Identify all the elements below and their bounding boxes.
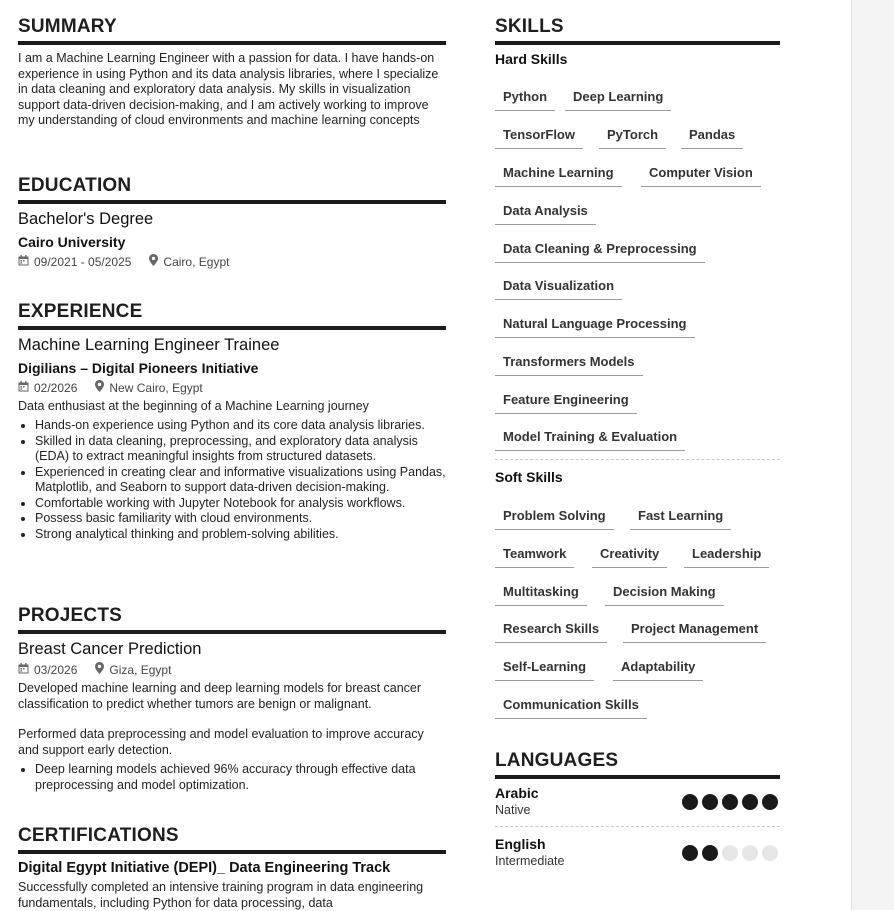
- divider: [495, 826, 780, 827]
- languages-heading: LANGUAGES: [495, 750, 780, 779]
- skill-tag: Creativity: [592, 546, 667, 568]
- skill-tag: Decision Making: [605, 584, 724, 606]
- rating-dot: [722, 845, 738, 861]
- skill-tag: Project Management: [623, 621, 766, 643]
- skill-tag: Computer Vision: [641, 165, 761, 187]
- language-name: English: [495, 836, 546, 852]
- skill-tag: Communication Skills: [495, 697, 647, 719]
- language-rating: [682, 845, 778, 861]
- language-level: Intermediate: [495, 854, 565, 868]
- calendar-icon: [18, 662, 34, 678]
- skill-tag: TensorFlow: [495, 127, 583, 149]
- skill-tag: Multitasking: [495, 584, 587, 606]
- education-location: Cairo, Egypt: [163, 255, 230, 269]
- experience-location: New Cairo, Egypt: [109, 381, 203, 395]
- skill-tag: Transformers Models: [495, 354, 643, 376]
- skill-tag: Fast Learning: [630, 508, 731, 530]
- rating-dot: [682, 794, 698, 810]
- list-item: • Possess basic familiarity with cloud environments.: [35, 511, 446, 527]
- page-margin-panel: [851, 0, 894, 910]
- education-school: Cairo University: [18, 234, 126, 250]
- skills-heading: SKILLS: [495, 16, 780, 45]
- skill-tag: Pandas: [681, 127, 743, 149]
- experience-intro: Data enthusiast at the beginning of a Machine Learning journey: [18, 399, 369, 413]
- certification-text: Successfully completed an intensive training program in data engineering fundamentals, including Python for data processing, data: [18, 880, 424, 910]
- skill-tag: Deep Learning: [565, 89, 671, 111]
- skill-tag: Leadership: [684, 546, 769, 568]
- experience-heading: EXPERIENCE: [18, 301, 446, 330]
- rating-dot: [702, 794, 718, 810]
- summary-text: I am a Machine Learning Engineer with a passion for data. I have hands-on experience in using Python and its data analysis libraries, where I specialize in data cleaning and exploratory data analysis. My skills in visualization support data-driven decision-making, and I am actively working to improve my understanding of cloud environments and machine learning concepts: [18, 51, 439, 127]
- language-name: Arabic: [495, 785, 539, 801]
- certifications-heading: CERTIFICATIONS: [18, 825, 446, 854]
- rating-dot: [762, 794, 778, 810]
- language-rating: [682, 794, 778, 810]
- summary-heading: SUMMARY: [18, 16, 446, 45]
- rating-dot: [742, 845, 758, 861]
- calendar-icon: [18, 254, 34, 270]
- experience-date: 02/2026: [34, 381, 78, 395]
- education-meta: [18, 254, 229, 270]
- rating-dot: [722, 794, 738, 810]
- project-paragraph-2: Performed data preprocessing and model evaluation to improve accuracy and support early detection.: [18, 727, 424, 757]
- list-item: • Skilled in data cleaning, preprocessing, and exploratory data analysis (EDA) to extract meaningful insights from structured datasets.: [35, 434, 446, 465]
- skill-tag: Problem Solving: [495, 508, 614, 530]
- project-title: Breast Cancer Prediction: [18, 640, 202, 658]
- map-pin-icon: [149, 254, 163, 270]
- list-item: • Deep learning models achieved 96% accuracy through effective data preprocessing and model optimization.: [35, 762, 446, 793]
- calendar-icon: [18, 380, 34, 396]
- list-item: • Hands-on experience using Python and its core data analysis libraries.: [35, 418, 446, 434]
- list-item: • Strong analytical thinking and problem-solving abilities.: [35, 527, 446, 543]
- skill-tag: Research Skills: [495, 621, 607, 643]
- skill-tag: Adaptability: [613, 659, 703, 681]
- certification-title: Digital Egypt Initiative (DEPI)_ Data Engineering Track: [18, 860, 391, 876]
- project-meta: [18, 662, 171, 678]
- experience-org: Digilians – Digital Pioneers Initiative: [18, 360, 259, 376]
- experience-meta: [18, 380, 203, 396]
- skill-tag: Natural Language Processing: [495, 316, 695, 338]
- project-bullets: [18, 762, 446, 793]
- project-location: Giza, Egypt: [109, 663, 172, 677]
- skill-tag: Self-Learning: [495, 659, 594, 681]
- skill-tag: Python: [495, 89, 555, 111]
- skill-tag: Teamwork: [495, 546, 574, 568]
- language-level: Native: [495, 803, 531, 817]
- map-pin-icon: [95, 662, 109, 678]
- education-heading: EDUCATION: [18, 175, 446, 204]
- skill-tag: Feature Engineering: [495, 392, 637, 414]
- experience-bullets: [18, 418, 446, 542]
- skill-tag: Data Cleaning & Preprocessing: [495, 241, 705, 263]
- project-paragraph-1: Developed machine learning and deep learning models for breast cancer classification to predict whether tumors are benign or malignant.: [18, 681, 422, 711]
- divider: [495, 459, 780, 460]
- skill-tag: Data Visualization: [495, 278, 622, 300]
- rating-dot: [702, 845, 718, 861]
- map-pin-icon: [95, 380, 109, 396]
- skill-tag: Model Training & Evaluation: [495, 429, 685, 451]
- education-degree: Bachelor's Degree: [18, 210, 154, 228]
- soft-skills-heading: Soft Skills: [495, 469, 563, 485]
- rating-dot: [742, 794, 758, 810]
- hard-skills-heading: Hard Skills: [495, 51, 568, 67]
- project-date: 03/2026: [34, 663, 78, 677]
- list-item: • Experienced in creating clear and informative visualizations using Pandas, Matplotlib, and Seaborn to support data-driven decision-making.: [35, 465, 446, 496]
- skill-tag: Machine Learning: [495, 165, 622, 187]
- rating-dot: [682, 845, 698, 861]
- skill-tag: Data Analysis: [495, 203, 596, 225]
- list-item: • Comfortable working with Jupyter Notebook for analysis workflows.: [35, 496, 446, 512]
- education-dates: 09/2021 - 05/2025: [34, 255, 132, 269]
- skill-tag: PyTorch: [599, 127, 666, 149]
- rating-dot: [762, 845, 778, 861]
- experience-title: Machine Learning Engineer Trainee: [18, 336, 280, 354]
- projects-heading: PROJECTS: [18, 605, 446, 634]
